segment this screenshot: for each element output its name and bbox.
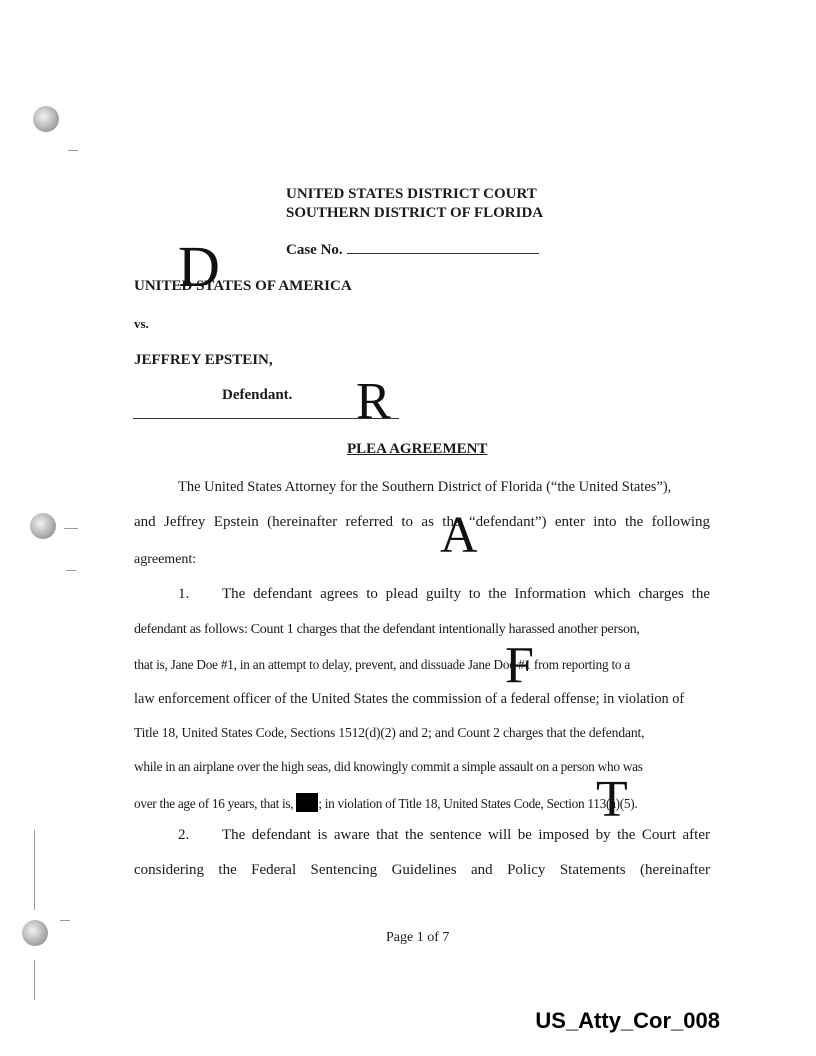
redaction-box	[296, 793, 318, 812]
document-title: PLEA AGREEMENT	[347, 441, 488, 457]
case-number	[286, 241, 539, 259]
body-line-4: The defendant agrees to plead guilty to the Information which charges the	[222, 586, 710, 602]
defendant-role: Defendant.	[222, 387, 293, 403]
paragraph-number-2: 2.	[178, 827, 190, 843]
page-number: Page 1 of 7	[386, 930, 450, 945]
body-line-11: The defendant is aware that the sentence will be imposed by the Court after	[222, 827, 710, 843]
punch-hole-bottom	[22, 920, 48, 946]
draft-stamp-letter-a: A	[440, 507, 478, 564]
body-line-6: that is, Jane Doe #1, in an attempt to delay, prevent, and dissuade Jane Doe #1 from reporting to a	[134, 657, 631, 672]
body-line-8: Title 18, United States Code, Sections 1512(d)(2) and 2; and Count 2 charges that the defendant,	[134, 725, 645, 740]
body-line-5: defendant as follows: Count 1 charges that the defendant intentionally harassed another person,	[134, 622, 640, 637]
scan-mark	[68, 150, 78, 151]
body-line-10	[134, 793, 710, 812]
body-line-7: law enforcement officer of the United States the commission of a federal offense; in violation of	[134, 691, 685, 707]
versus-label: vs.	[134, 316, 149, 331]
draft-stamp-letter-t: T	[596, 771, 628, 828]
body-line-12: considering the Federal Sentencing Guidelines and Policy Statements (hereinafter	[134, 862, 710, 878]
body-line-1: The United States Attorney for the Southern District of Florida (“the United States”),	[178, 479, 672, 495]
punch-hole-middle	[30, 513, 56, 539]
plaintiff-name: UNITED STATES OF AMERICA	[134, 278, 352, 294]
scan-mark	[66, 570, 76, 571]
punch-hole-top	[33, 106, 59, 132]
body-line-3: agreement:	[134, 552, 197, 567]
document-id: US_Atty_Cor_008	[535, 1008, 720, 1033]
draft-stamp-letter-r: R	[356, 373, 391, 430]
case-number-blank	[347, 241, 539, 254]
scan-mark	[34, 960, 35, 1000]
body-line-2: and Jeffrey Epstein (hereinafter referred to as the “defendant”) enter into the following	[134, 514, 710, 530]
draft-stamp-letter-d: D	[178, 234, 220, 299]
scan-mark	[64, 528, 78, 529]
scan-mark	[60, 920, 70, 921]
scan-mark	[34, 830, 35, 910]
paragraph-number-1: 1.	[178, 586, 190, 602]
body-line-10-end: ; in violation of Title 18, United States Code, Section 113(a)(5).	[318, 796, 638, 811]
defendant-name: JEFFREY EPSTEIN,	[134, 352, 273, 368]
court-name-line1: UNITED STATES DISTRICT COURT	[286, 186, 537, 202]
draft-stamp-letter-f: F	[505, 637, 534, 694]
court-name-line2: SOUTHERN DISTRICT OF FLORIDA	[286, 205, 544, 221]
body-line-9: while in an airplane over the high seas, did knowingly commit a simple assault on a person who was	[134, 759, 643, 774]
body-line-10-start: over the age of 16 years, that is,	[134, 796, 294, 811]
case-number-label: Case No.	[286, 242, 343, 258]
